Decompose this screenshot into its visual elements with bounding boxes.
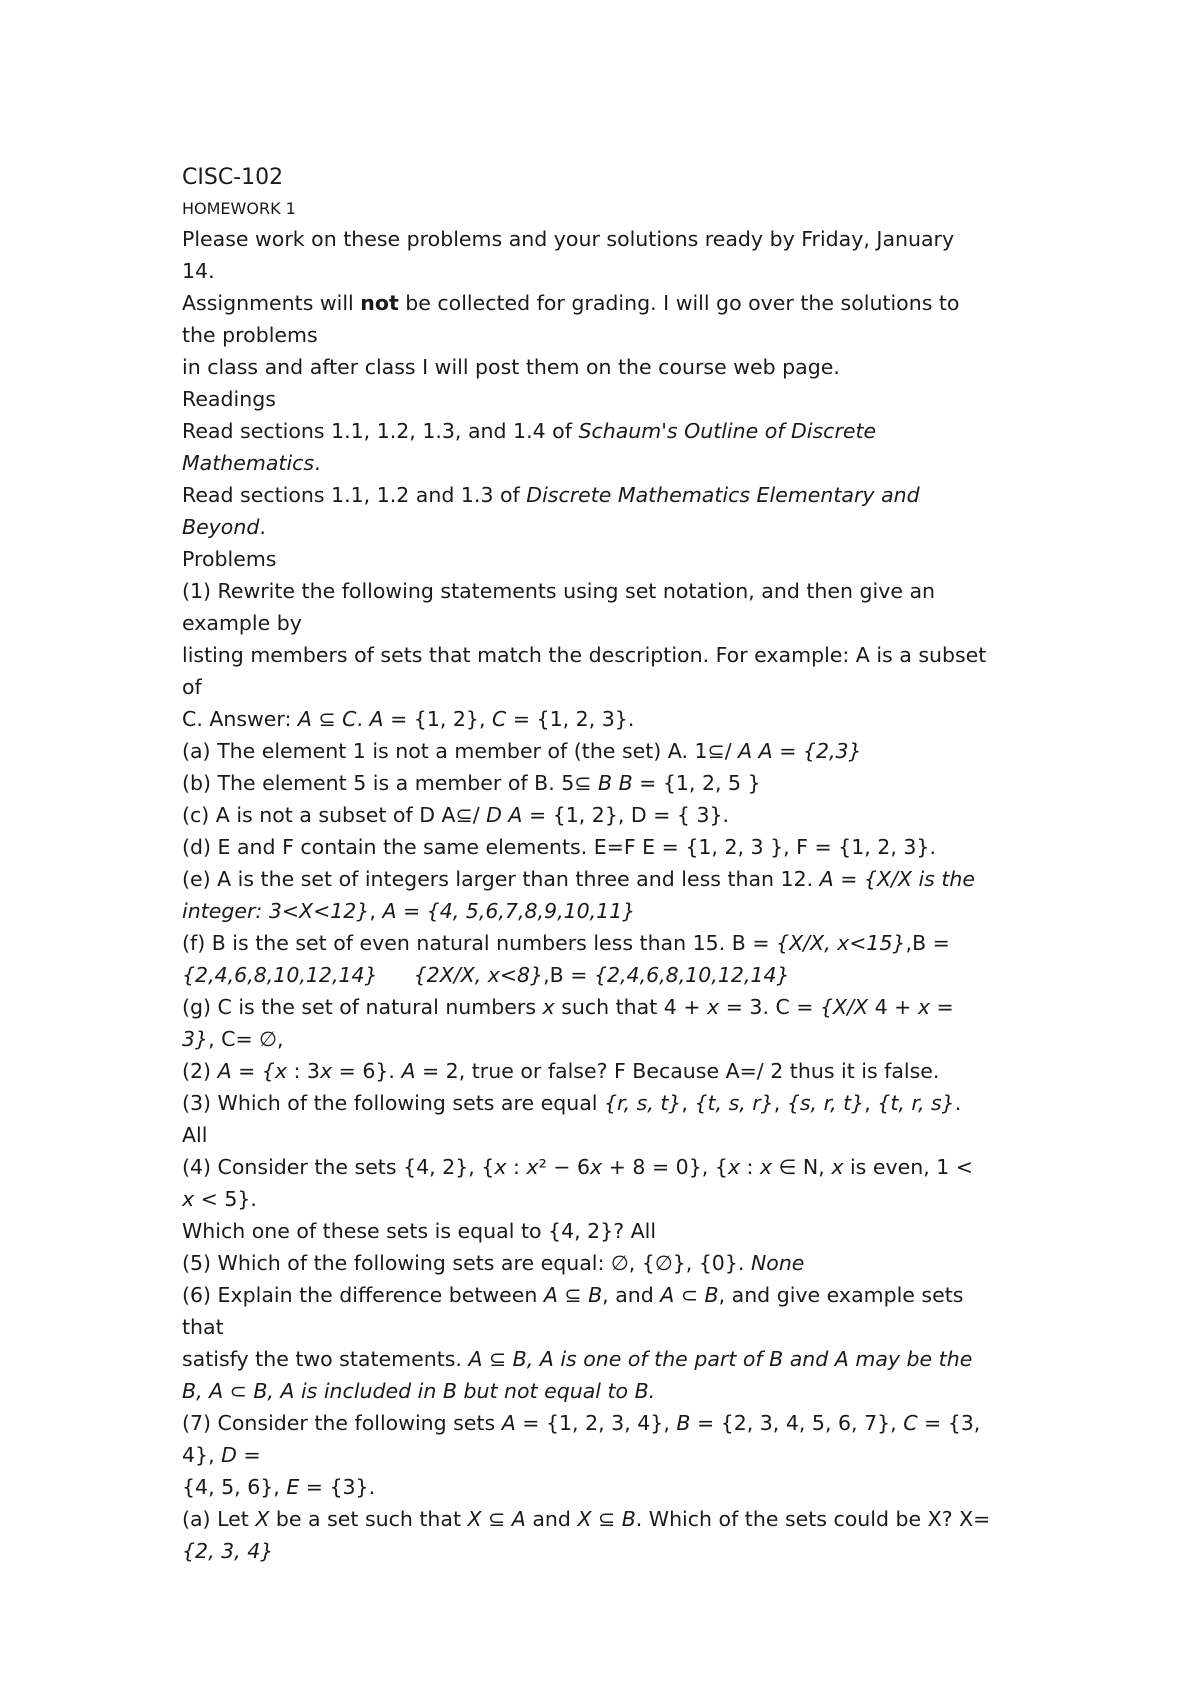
text-run: {r, s, t} — [604, 1091, 682, 1115]
text-run: = {1, 2, 5 } — [632, 771, 761, 795]
text-run: {t, s, r} — [694, 1091, 774, 1115]
text-line — [182, 351, 1042, 383]
text-run: x — [494, 1155, 507, 1179]
text-line — [182, 1279, 1042, 1311]
text-line — [182, 1471, 1042, 1503]
text-run: x — [319, 1059, 333, 1083]
text-run: is even, 1 < — [843, 1155, 973, 1179]
document-page — [182, 163, 1042, 1567]
text-run: Beyond — [182, 515, 260, 539]
text-run: . — [314, 451, 321, 475]
text-run: = {3, — [917, 1411, 981, 1435]
text-run: {2X/X, x<8} — [413, 963, 544, 987]
text-run: A ⊆ B — [543, 1283, 603, 1307]
text-run: of — [182, 675, 202, 699]
text-run: (b) The element 5 is a member of B. 5⊆ — [182, 771, 598, 795]
text-run: A ⊆ B, A is one of the part of B and A may be the — [468, 1347, 973, 1371]
text-run: {4, 5, 6}, — [182, 1475, 287, 1499]
text-line — [182, 415, 1042, 447]
text-run: E — [286, 1475, 300, 1499]
text-run: , — [773, 1091, 787, 1115]
text-run: C — [492, 707, 507, 731]
text-line — [182, 735, 1042, 767]
text-run: = — [236, 1443, 261, 1467]
text-run: x — [759, 1155, 773, 1179]
text-run: X ⊆ B — [577, 1507, 636, 1531]
text-line — [182, 1407, 1042, 1439]
text-run: {2,4,6,8,10,12,14} — [182, 963, 378, 987]
text-run: , and give example sets — [718, 1283, 964, 1307]
text-run: A — [369, 707, 384, 731]
text-run: {2,4,6,8,10,12,14} — [593, 963, 790, 987]
text-run: x — [182, 1187, 195, 1211]
text-run: . — [259, 515, 266, 539]
text-line — [182, 479, 1042, 511]
text-line — [182, 447, 1042, 479]
text-run: = — [929, 995, 954, 1019]
text-line — [182, 1087, 1042, 1119]
text-run: x — [917, 995, 930, 1019]
text-line — [182, 895, 1042, 927]
text-line — [182, 319, 1042, 351]
text-run: x — [707, 995, 720, 1019]
text-run: Which one of these sets is equal to {4, 2}? All — [182, 1219, 657, 1243]
text-run: (c) A is not a subset of D A⊆/ — [182, 803, 487, 827]
text-run: ,B = — [905, 931, 950, 955]
text-line — [182, 511, 1042, 543]
text-run: Please work on these problems and your solutions ready by Friday, January — [182, 227, 955, 251]
text-run: x — [727, 1155, 740, 1179]
text-run: (2) — [182, 1059, 218, 1083]
text-line — [182, 287, 1042, 319]
homework-label: HOMEWORK 1 — [182, 199, 296, 218]
text-line — [182, 1439, 1042, 1471]
text-run: A — [401, 1059, 416, 1083]
text-run: (6) Explain the difference between — [182, 1283, 544, 1307]
text-line — [182, 1375, 1042, 1407]
text-line — [182, 1023, 1042, 1055]
text-run: Mathematics — [182, 451, 315, 475]
text-line — [182, 927, 1042, 959]
text-run: x — [831, 1155, 844, 1179]
text-line — [182, 543, 1042, 575]
text-run: integer: 3<X<12} — [182, 899, 370, 923]
text-run: B — [676, 1411, 691, 1435]
text-run: . Which of the sets could be X? X= — [635, 1507, 991, 1531]
text-run: B B — [597, 771, 633, 795]
text-run: = {1, 2, 3}. — [506, 707, 635, 731]
text-line — [182, 639, 1042, 671]
text-run: 4 + — [868, 995, 918, 1019]
text-run: {t, r, s} — [877, 1091, 955, 1115]
text-run: 14. — [182, 259, 215, 283]
text-run: + 8 = 0}, { — [602, 1155, 728, 1179]
text-run: (1) Rewrite the following statements using set notation, and then give an — [182, 579, 936, 603]
text-run: (d) E and F contain the same elements. E=F E = {1, 2, 3 }, F = {1, 2, 3}. — [182, 835, 936, 859]
text-line — [182, 1215, 1042, 1247]
text-line — [182, 1183, 1042, 1215]
text-run: 3} — [182, 1027, 209, 1051]
text-line — [182, 575, 1042, 607]
text-run: , — [864, 1091, 878, 1115]
text-run: (3) Which of the following sets are equal — [182, 1091, 604, 1115]
text-run: x — [542, 995, 555, 1019]
text-run: Readings — [182, 387, 276, 411]
course-title: CISC-102 — [182, 165, 284, 190]
text-run: X — [255, 1507, 270, 1531]
text-run: example by — [182, 611, 302, 635]
text-line — [182, 1119, 1042, 1151]
text-run: Read sections 1.1, 1.2, 1.3, and 1.4 of — [182, 419, 579, 443]
text-run: C. Answer: — [182, 707, 298, 731]
document-body — [182, 223, 1042, 1567]
text-run: the problems — [182, 323, 318, 347]
text-run: (a) Let — [182, 1507, 256, 1531]
text-run: {X/X, x<15} — [776, 931, 906, 955]
text-run: ,B = — [543, 963, 594, 987]
text-run: ² − 6 — [538, 1155, 591, 1179]
text-run: listing members of sets that match the description. For example: A is a subset — [182, 643, 987, 667]
text-run: = 3. C = — [719, 995, 820, 1019]
text-run: None — [750, 1251, 805, 1275]
text-line — [182, 1311, 1042, 1343]
text-run: A — [501, 1411, 516, 1435]
text-run: A ⊂ B — [660, 1283, 719, 1307]
text-run: , and — [602, 1283, 661, 1307]
text-run: be a set such that — [269, 1507, 468, 1531]
text-run: (5) Which of the following sets are equal: ∅, {∅}, {0}. — [182, 1251, 751, 1275]
text-run: = {3}. — [299, 1475, 376, 1499]
text-run: x — [590, 1155, 603, 1179]
text-run: Schaum's Outline of Discrete — [578, 419, 877, 443]
text-line — [182, 959, 1042, 991]
text-run: = 2, true or false? F Because A=/ 2 thus it is false. — [415, 1059, 940, 1083]
text-line — [182, 767, 1042, 799]
text-run: = {2, 3, 4, 5, 6, 7}, — [690, 1411, 904, 1435]
text-line — [182, 383, 1042, 415]
text-run: {X/X — [820, 995, 869, 1019]
text-run: (a) The element 1 is not a member of (the set) A. 1⊆/ — [182, 739, 739, 763]
text-run: (e) A is the set of integers larger than three and less than 12. — [182, 867, 820, 891]
text-run: A = {4, 5,6,7,8,9,10,11} — [382, 899, 636, 923]
text-run: D A — [486, 803, 523, 827]
text-run: {2, 3, 4} — [182, 1539, 274, 1563]
text-run: . — [954, 1091, 962, 1115]
text-run: satisfy the two statements. — [182, 1347, 469, 1371]
text-run: Problems — [182, 547, 277, 571]
text-run: and — [525, 1507, 578, 1531]
text-run: D — [221, 1443, 237, 1467]
text-line — [182, 863, 1042, 895]
text-run: , — [369, 899, 383, 923]
text-run: {s, r, t} — [786, 1091, 865, 1115]
text-line — [182, 1151, 1042, 1183]
text-line — [182, 799, 1042, 831]
text-run: . — [356, 707, 370, 731]
text-line — [182, 1247, 1042, 1279]
text-run: , — [681, 1091, 695, 1115]
text-run: Read sections 1.1, 1.2 and 1.3 of — [182, 483, 527, 507]
text-run: : — [739, 1155, 760, 1179]
text-run: : — [506, 1155, 527, 1179]
text-run: C — [903, 1411, 918, 1435]
text-run: (7) Consider the following sets — [182, 1411, 502, 1435]
text-run: A A = {2,3} — [738, 739, 862, 763]
text-line — [182, 1343, 1042, 1375]
text-run: X ⊆ A — [467, 1507, 526, 1531]
text-run: such that 4 + — [554, 995, 708, 1019]
text-run: (4) Consider the sets {4, 2}, { — [182, 1155, 495, 1179]
text-line — [182, 1055, 1042, 1087]
text-line — [182, 991, 1042, 1023]
text-run: B, A ⊂ B, A is included in B but not equal to B. — [182, 1379, 656, 1403]
text-run: 4}, — [182, 1443, 222, 1467]
text-run: A ⊆ C — [297, 707, 357, 731]
text-run: that — [182, 1315, 224, 1339]
text-run: x — [526, 1155, 539, 1179]
text-run: = {1, 2}, — [383, 707, 493, 731]
text-line — [182, 1503, 1042, 1535]
text-run: ∈ N, — [772, 1155, 832, 1179]
text-run: < 5}. — [194, 1187, 257, 1211]
text-line — [182, 831, 1042, 863]
text-run: not — [360, 291, 399, 315]
text-run: A = {x — [217, 1059, 287, 1083]
text-run: , C= ∅, — [208, 1027, 284, 1051]
text-run: = {1, 2, 3, 4}, — [515, 1411, 677, 1435]
text-run: Discrete Mathematics Elementary and — [526, 483, 920, 507]
text-run: Assignments will — [182, 291, 361, 315]
text-line — [182, 703, 1042, 735]
text-run: in class and after class I will post them on the course web page. — [182, 355, 840, 379]
text-run: (f) B is the set of even natural numbers less than 15. B = — [182, 931, 777, 955]
text-run: A = {X/X is the — [819, 867, 975, 891]
text-line — [182, 671, 1042, 703]
text-run: = 6}. — [332, 1059, 402, 1083]
text-run: = {1, 2}, D = { 3}. — [522, 803, 730, 827]
text-run: be collected for grading. I will go over the solutions to — [398, 291, 960, 315]
text-line — [182, 1535, 1042, 1567]
text-run: All — [182, 1123, 208, 1147]
text-line — [182, 223, 1042, 255]
text-line — [182, 607, 1042, 639]
text-run: (g) C is the set of natural numbers — [182, 995, 543, 1019]
text-line — [182, 255, 1042, 287]
text-run: : 3 — [286, 1059, 320, 1083]
